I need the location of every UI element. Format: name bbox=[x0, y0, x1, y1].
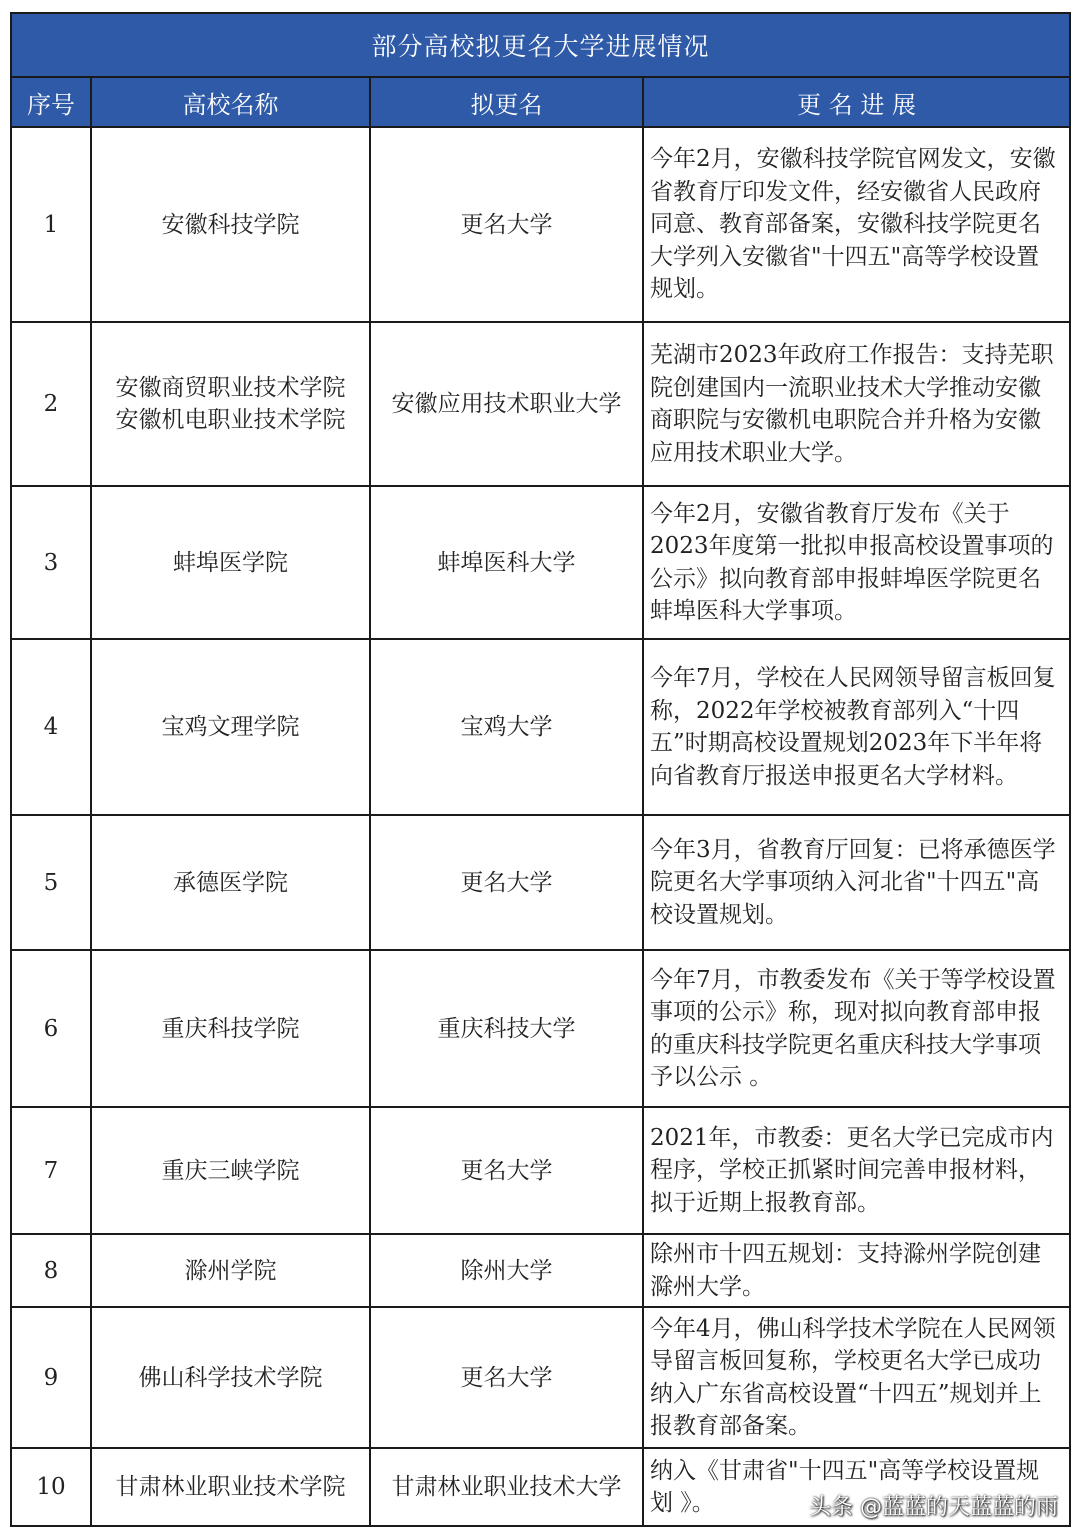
table-row bbox=[11, 1307, 1070, 1448]
row-no: 5 bbox=[11, 815, 91, 950]
row-school bbox=[91, 322, 370, 486]
row-no: 1 bbox=[11, 127, 91, 322]
row-progress: 今年7月，学校在人民网领导留言板回复称，2022年学校被教育部列入“十四五”时期高校设置规划2023年下半年将向省教育厅报送申报更名大学材料。 bbox=[643, 639, 1070, 815]
table-row bbox=[11, 815, 1070, 950]
table-title: 部分高校拟更名大学进展情况 bbox=[11, 13, 1070, 77]
row-progress: 今年7月，市教委发布《关于等学校设置事项的公示》称，现对拟向教育部申报的重庆科技学院更名重庆科技大学事项予以公示 。 bbox=[643, 950, 1070, 1107]
progress-table bbox=[10, 12, 1071, 1527]
row-no: 9 bbox=[11, 1307, 91, 1448]
row-progress: 今年4月，佛山科学技术学院在人民网领导留言板回复称，学校更名大学已成功纳入广东省高校设置“十四五”规划并上报教育部备案。 bbox=[643, 1307, 1070, 1448]
row-new-name: 更名大学 bbox=[370, 127, 643, 322]
row-school: 佛山科学技术学院 bbox=[91, 1307, 370, 1448]
row-progress: 纳入《甘肃省"十四五"高等学校设置规划 》。 bbox=[643, 1448, 1070, 1526]
row-new-name: 更名大学 bbox=[370, 1307, 643, 1448]
row-no: 6 bbox=[11, 950, 91, 1107]
row-progress: 芜湖市2023年政府工作报告：支持芜职院创建国内一流职业技术大学推动安徽商职院与安徽机电职院合并升格为安徽应用技术职业大学。 bbox=[643, 322, 1070, 486]
row-school: 重庆三峡学院 bbox=[91, 1107, 370, 1234]
row-no: 10 bbox=[11, 1448, 91, 1526]
row-school: 甘肃林业职业技术学院 bbox=[91, 1448, 370, 1526]
row-progress: 今年2月，安徽科技学院官网发文，安徽省教育厅印发文件，经安徽省人民政府同意、教育部备案，安徽科技学院更名大学列入安徽省"十四五"高等学校设置规划。 bbox=[643, 127, 1070, 322]
row-no: 7 bbox=[11, 1107, 91, 1234]
row-school-line1: 安徽商贸职业技术学院 bbox=[115, 375, 346, 401]
row-school: 滁州学院 bbox=[91, 1234, 370, 1307]
row-new-name: 重庆科技大学 bbox=[370, 950, 643, 1107]
row-school: 蚌埠医学院 bbox=[91, 486, 370, 639]
table-row bbox=[11, 486, 1070, 639]
row-new-name: 蚌埠医科大学 bbox=[370, 486, 643, 639]
row-new-name: 安徽应用技术职业大学 bbox=[370, 322, 643, 486]
row-no: 3 bbox=[11, 486, 91, 639]
row-new-name: 除州大学 bbox=[370, 1234, 643, 1307]
header-school: 高校名称 bbox=[91, 77, 370, 127]
row-no: 8 bbox=[11, 1234, 91, 1307]
row-progress: 今年3月，省教育厅回复：已将承德医学院更名大学事项纳入河北省"十四五"高校设置规划。 bbox=[643, 815, 1070, 950]
table-row bbox=[11, 1234, 1070, 1307]
row-new-name: 更名大学 bbox=[370, 1107, 643, 1234]
watermark: 头条 @蓝蓝的天蓝蓝的雨 bbox=[809, 1495, 1058, 1520]
header-new-name: 拟更名 bbox=[370, 77, 643, 127]
row-school: 重庆科技学院 bbox=[91, 950, 370, 1107]
row-no: 4 bbox=[11, 639, 91, 815]
table-row bbox=[11, 950, 1070, 1107]
table-row bbox=[11, 639, 1070, 815]
row-progress: 除州市十四五规划：支持滁州学院创建滁州大学。 bbox=[643, 1234, 1070, 1307]
table-row bbox=[11, 322, 1070, 486]
row-progress: 今年2月，安徽省教育厅发布《关于2023年度第一批拟申报高校设置事项的公示》拟向教育部申报蚌埠医学院更名蚌埠医科大学事项。 bbox=[643, 486, 1070, 639]
table-row bbox=[11, 127, 1070, 322]
header-row bbox=[11, 77, 1070, 127]
row-progress: 2021年，市教委：更名大学已完成市内程序，学校正抓紧时间完善申报材料，拟于近期上报教育部。 bbox=[643, 1107, 1070, 1234]
row-school-line2: 安徽机电职业技术学院 bbox=[115, 407, 346, 433]
row-school: 承德医学院 bbox=[91, 815, 370, 950]
row-new-name: 甘肃林业职业技术大学 bbox=[370, 1448, 643, 1526]
row-new-name: 宝鸡大学 bbox=[370, 639, 643, 815]
row-school: 宝鸡文理学院 bbox=[91, 639, 370, 815]
table-row bbox=[11, 1107, 1070, 1234]
header-progress: 更 名 进 展 bbox=[643, 77, 1070, 127]
row-no: 2 bbox=[11, 322, 91, 486]
row-school: 安徽科技学院 bbox=[91, 127, 370, 322]
header-no: 序号 bbox=[11, 77, 91, 127]
row-new-name: 更名大学 bbox=[370, 815, 643, 950]
